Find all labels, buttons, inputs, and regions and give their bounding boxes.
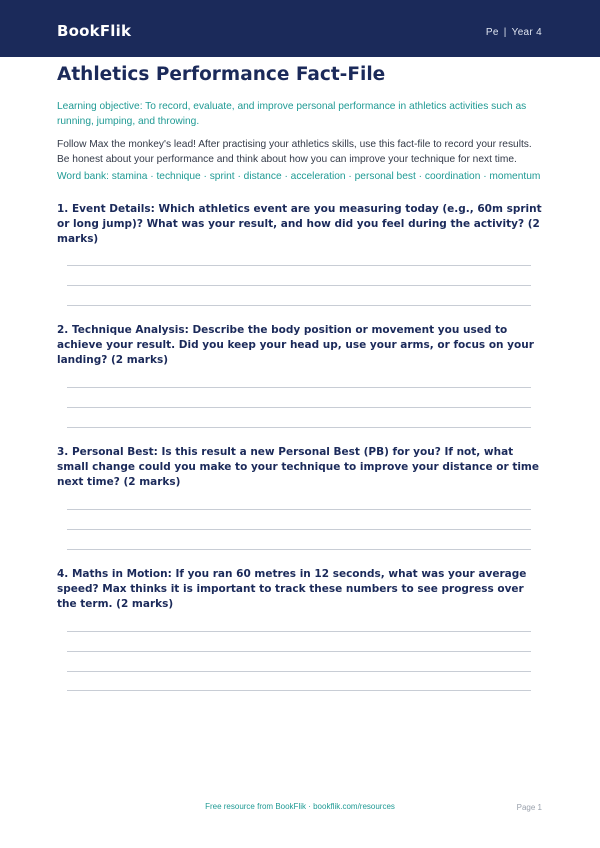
answer-line[interactable] xyxy=(67,549,531,550)
question-3: 3. Personal Best: Is this result a new Personal Best (PB) for you? If not, what small change could you make to your technique to improve your distance or time next time? (2 marks) xyxy=(57,446,539,488)
answer-line[interactable] xyxy=(67,529,531,530)
intro-paragraph: Follow Max the monkey's lead! After practising your athletics skills, use this fact-file to record your results. Be honest about your performance and think about how you can improve your technique for next time. xyxy=(57,139,532,165)
answer-line[interactable] xyxy=(67,690,531,691)
page-number: Page 1 xyxy=(516,803,542,812)
question-4: 4. Maths in Motion: If you ran 60 metres in 12 seconds, what was your average speed? Max thinks it is important to track these numbers to see progress over the term. (2 marks) xyxy=(57,568,527,610)
year-label: Year 4 xyxy=(511,27,542,38)
answer-line[interactable] xyxy=(67,265,531,266)
answer-line[interactable] xyxy=(67,285,531,286)
answer-line[interactable] xyxy=(67,427,531,428)
question-2: 2. Technique Analysis: Describe the body position or movement you used to achieve your result. Did you keep your head up, use your arms, or focus on your landing? (2 marks) xyxy=(57,324,534,366)
page-title: Athletics Performance Fact-File xyxy=(57,64,386,85)
learning-objective: Learning objective: To record, evaluate, and improve personal performance in athletics activities such as running, jumping, and throwing. xyxy=(57,101,527,127)
footer-attribution: Free resource from BookFlik · bookflik.com/resources xyxy=(205,802,395,811)
answer-line[interactable] xyxy=(67,509,531,510)
answer-line[interactable] xyxy=(67,671,531,672)
answer-line[interactable] xyxy=(67,387,531,388)
page-header xyxy=(0,0,600,57)
answer-line[interactable] xyxy=(67,631,531,632)
answer-line[interactable] xyxy=(67,651,531,652)
question-1: 1. Event Details: Which athletics event are you measuring today (e.g., 60m sprint or long jump)? What was your result, and how did you feel during the activity? (2 marks) xyxy=(57,203,542,245)
brand-logo: BookFlik xyxy=(57,22,132,40)
answer-line[interactable] xyxy=(67,407,531,408)
subject-label: Pe xyxy=(485,27,499,38)
subject-year-label xyxy=(486,27,542,38)
answer-line[interactable] xyxy=(67,305,531,306)
word-bank: Word bank: stamina · technique · sprint · distance · acceleration · personal best · coordination · momentum xyxy=(57,171,541,182)
meta-separator: | xyxy=(503,27,507,38)
